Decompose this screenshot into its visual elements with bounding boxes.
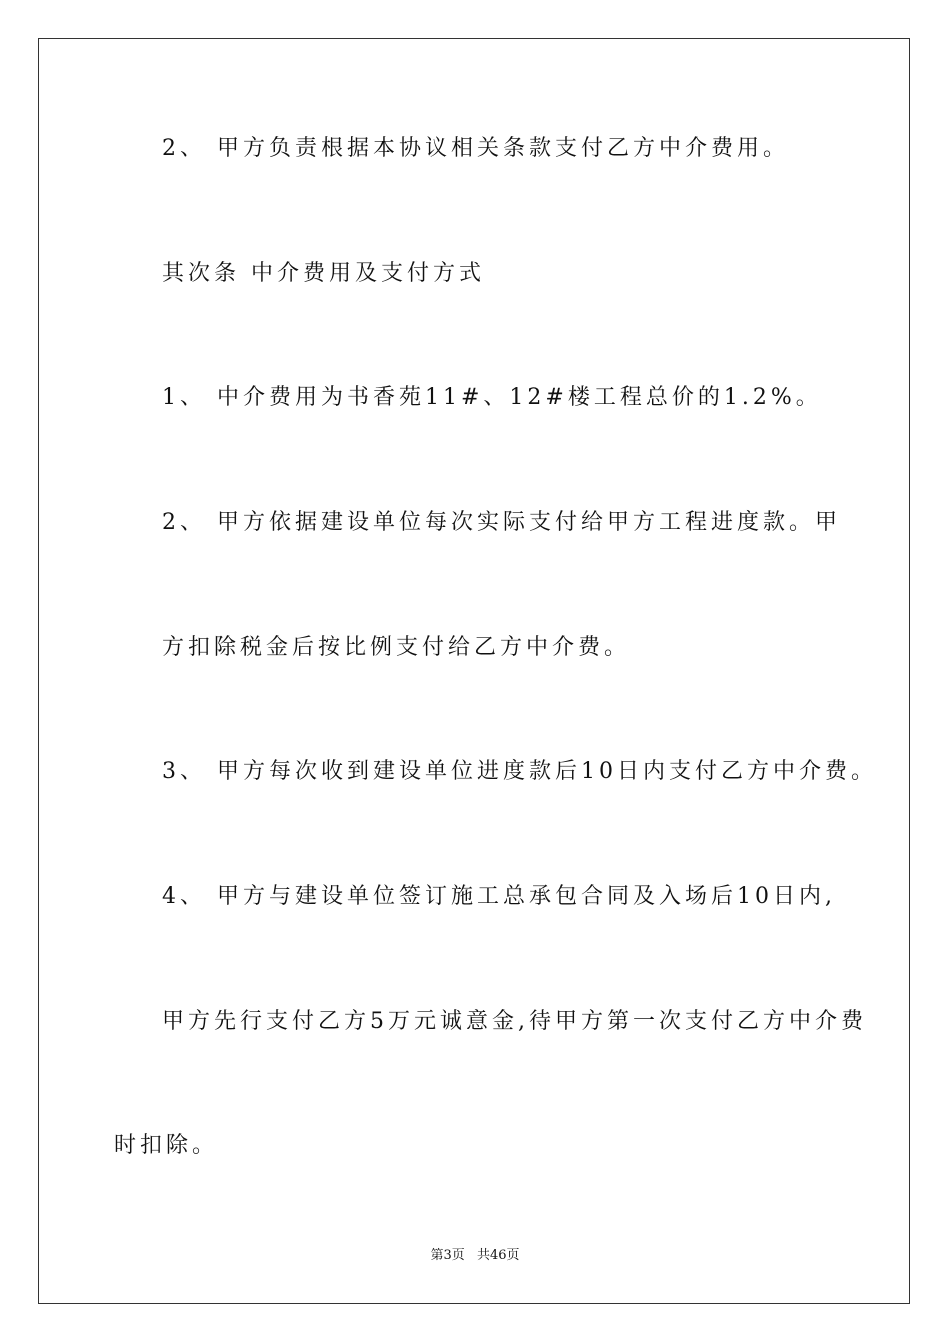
paragraph-line-8: 时扣除。: [114, 1133, 219, 1158]
page-border: [38, 38, 910, 1304]
paragraph-line-3: 2、 甲方依据建设单位每次实际支付给甲方工程进度款。甲: [162, 510, 841, 535]
page-total: 共46页: [476, 1248, 520, 1263]
page-footer: [0, 1244, 950, 1263]
paragraph-line-5: 3、 甲方每次收到建设单位进度款后10日内支付乙方中介费。: [162, 759, 877, 784]
paragraph-line-1: 2、 甲方负责根据本协议相关条款支付乙方中介费用。: [162, 136, 789, 161]
paragraph-line-4: 方扣除税金后按比例支付给乙方中介费。: [162, 635, 631, 660]
section-heading: 其次条 中介费用及支付方式: [162, 261, 485, 286]
paragraph-line-7: 甲方先行支付乙方5万元诚意金,待甲方第一次支付乙方中介费: [162, 1009, 867, 1034]
paragraph-line-2: 1、 中介费用为书香苑11#、12#楼工程总价的1.2%。: [162, 385, 822, 410]
paragraph-line-6: 4、 甲方与建设单位签订施工总承包合同及入场后10日内,: [162, 884, 836, 909]
page-number: 第3页: [430, 1248, 465, 1263]
